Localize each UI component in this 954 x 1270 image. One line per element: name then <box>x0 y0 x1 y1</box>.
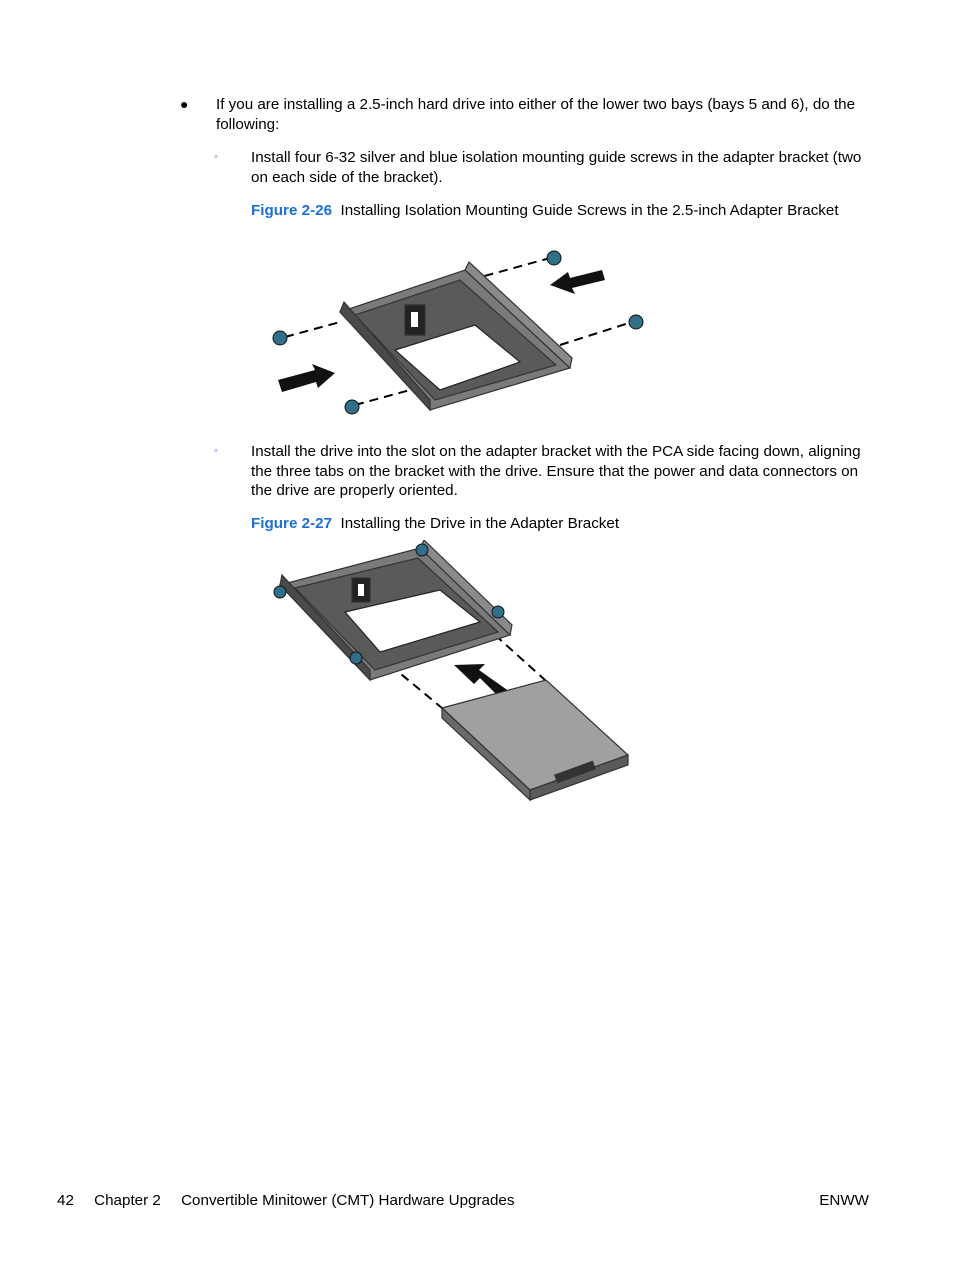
page-number: 42 <box>57 1192 74 1209</box>
sub-bullet-marker: ◦ <box>214 151 218 163</box>
sub-item-text: Install four 6-32 silver and blue isolation mounting guide screws in the adapter bracket (two on each side of the bracket). <box>251 149 862 186</box>
footer-right: ENWW <box>819 1192 869 1209</box>
adapter-bracket-icon <box>280 540 512 680</box>
figure-caption <box>251 514 851 534</box>
sub-bullet-marker: ◦ <box>214 445 218 457</box>
bullet-text: If you are installing a 2.5-inch hard drive into either of the lower two bays (bays 5 and 6), do the following: <box>216 96 856 133</box>
sub-item-text: Install the drive into the slot on the adapter bracket with the PCA side facing down, aligning the three tabs on the bracket with the drive. Ensure that the power and data connectors on the drive are properly oriented. <box>251 443 861 499</box>
figure-caption-text: Installing the Drive in the Adapter Bracket <box>340 515 620 532</box>
figure-caption-text: Installing Isolation Mounting Guide Screws in the 2.5-inch Adapter Bracket <box>340 202 839 219</box>
hard-drive-icon <box>442 680 628 800</box>
arrow-right-icon <box>278 364 335 392</box>
figure-2-26-illustration <box>260 240 660 420</box>
page-footer <box>57 1191 869 1211</box>
arrow-left-icon <box>550 270 605 294</box>
chapter-number: Chapter 2 <box>94 1192 161 1209</box>
bullet-marker: ● <box>180 96 189 112</box>
figure-caption <box>251 201 851 221</box>
footer-left <box>57 1191 869 1211</box>
figure-2-27-illustration <box>270 540 640 805</box>
figure-label[interactable]: Figure 2-26 <box>251 202 333 219</box>
chapter-title: Convertible Minitower (CMT) Hardware Upgrades <box>181 1192 515 1209</box>
figure-label[interactable]: Figure 2-27 <box>251 515 333 532</box>
adapter-bracket-icon <box>340 262 572 410</box>
